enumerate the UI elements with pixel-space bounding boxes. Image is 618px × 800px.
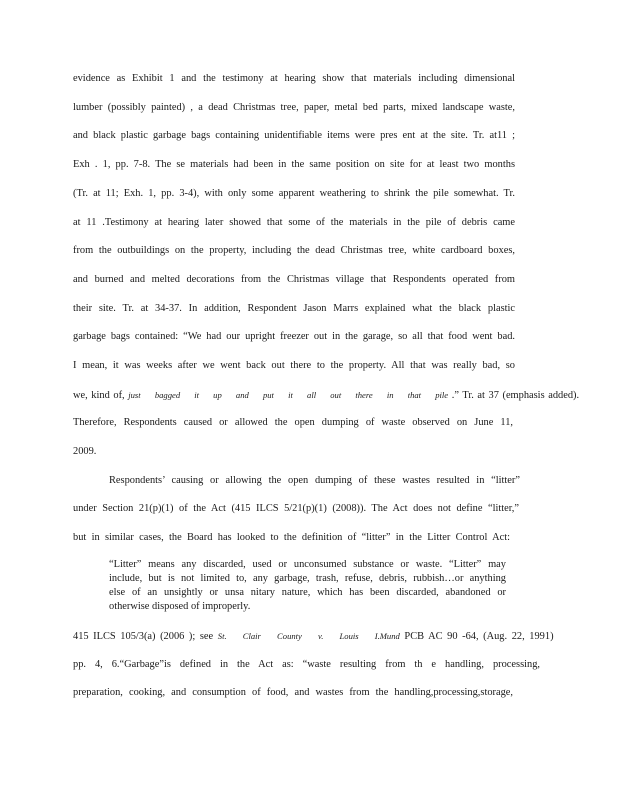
paragraph-line: at 11 .Testimony at hearing later showed that some of the materials in the pile of debris came (73, 217, 515, 228)
paragraph-line: I mean, it was weeks after we went back out there to the property. All that was really bad, so (73, 360, 515, 371)
emphasized-quote: just bagged it up and put it all out there in that pile (128, 390, 449, 400)
paragraph-line: and black plastic garbage bags containing unidentifiable items were pres ent at the site. Tr. at11 ; (73, 130, 515, 141)
block-quote-line: “Litter” means any discarded, used or unconsumed substance or waste. “Litter” may (109, 559, 506, 570)
paragraph-line: 2009. (73, 446, 97, 457)
paragraph-line: Exh . 1, pp. 7-8. The se materials had been in the same position on site for at least two months (73, 159, 515, 170)
paragraph-line: Respondents’ causing or allowing the open dumping of these wastes resulted in “litter” (109, 475, 520, 486)
paragraph-line: preparation, cooking, and consumption of food, and wastes from the handling,processing,storage, (73, 687, 513, 698)
citation-suffix: PCB AC 90 -64, (Aug. 22, 1991) (404, 631, 554, 642)
paragraph-line: Therefore, Respondents caused or allowed the open dumping of waste observed on June 11, (73, 417, 513, 428)
paragraph-line: garbage bags contained: “We had our upright freezer out in the garage, so all that food went bad. (73, 331, 515, 342)
quoted-testimony-line (73, 388, 580, 403)
paragraph-line: from the outbuildings on the property, including the dead Christmas tree, white cardboard boxes, (73, 245, 515, 256)
case-name: St. Clair County v. Louis I.Mund (217, 631, 400, 641)
paragraph-line: and burned and melted decorations from the Christmas village that Respondents operated from (73, 274, 515, 285)
quote-prefix: we, kind of, (73, 390, 125, 401)
block-quote-line: include, but is not limited to, any garbage, trash, refuse, debris, rubbish…or anything (109, 573, 506, 584)
paragraph-line: but in similar cases, the Board has looked to the definition of “litter” in the Litter Control Act: (73, 532, 510, 543)
block-quote-line: else of an unsightly or unsa nitary nature, which has been discarded, abandoned or (109, 587, 506, 598)
citation-line (73, 629, 554, 644)
paragraph-line: evidence as Exhibit 1 and the testimony at hearing show that materials including dimensional (73, 73, 515, 84)
paragraph-line: their site. Tr. at 34-37. In addition, Respondent Jason Marrs explained what the black plastic (73, 303, 515, 314)
citation-prefix: 415 ILCS 105/3(a) (2006 ); see (73, 631, 214, 642)
paragraph-line: pp. 4, 6.“Garbage”is defined in the Act as: “waste resulting from th e handling, processing, (73, 659, 540, 670)
block-quote-line: otherwise disposed of improperly. (109, 601, 251, 612)
paragraph-line: under Section 21(p)(1) of the Act (415 ILCS 5/21(p)(1) (2008)). The Act does not define “litter,” (73, 503, 519, 514)
quote-suffix: .” Tr. at 37 (emphasis added). (451, 390, 580, 401)
paragraph-line: lumber (possibly painted) , a dead Christmas tree, paper, metal bed parts, mixed landscape waste, (73, 102, 515, 113)
paragraph-line: (Tr. at 11; Exh. 1, pp. 3-4), with only some apparent weathering to shrink the pile somewhat. Tr. (73, 188, 515, 199)
